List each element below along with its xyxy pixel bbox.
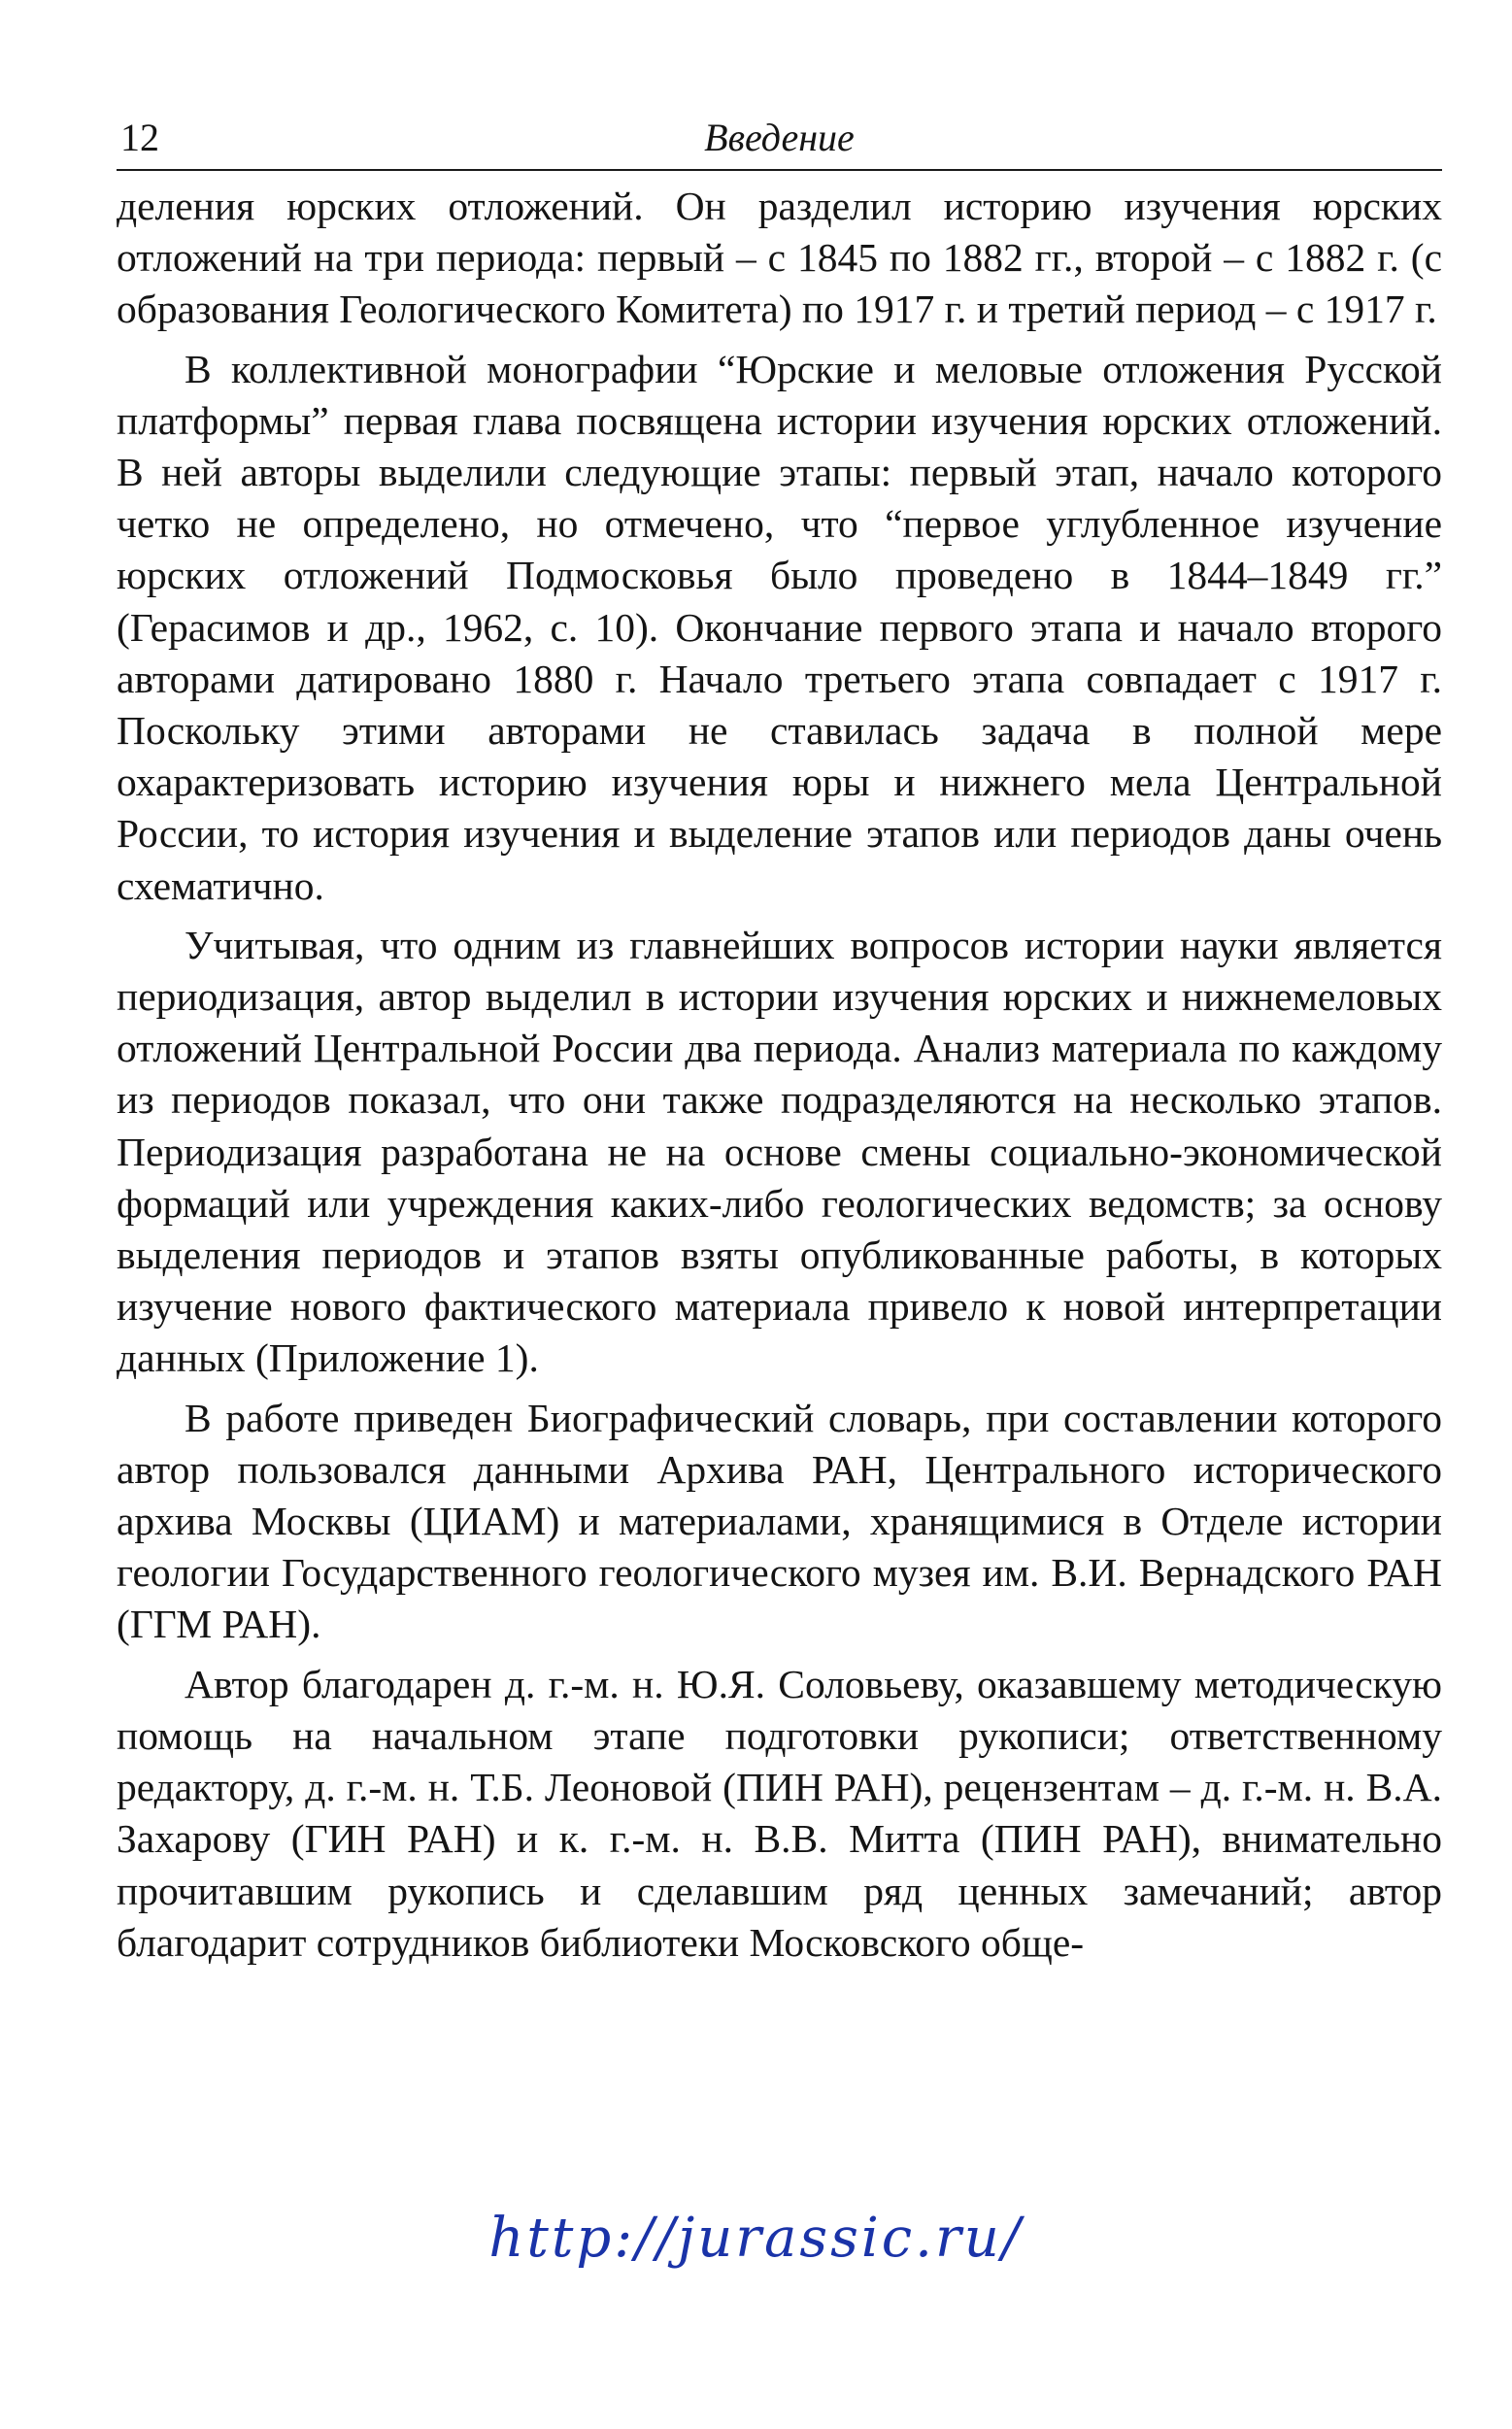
- body-text: [117, 181, 1442, 1976]
- paragraph-monograph: В коллективной монографии “Юрские и меловые отложения Русской платформы” первая глава посвящена истории изучения юрских отложений. В ней авторы выделили следующие этапы: первый этап, начало которого четко не определено, но отмечено, что “первое углубленное изучение юрских отложений Подмосковья было проведено в 1844–1849 гг.” (Герасимов и др., 1962, с. 10). Окончание первого этапа и начало второго авторами датировано 1880 г. Начало третьего этапа совпадает с 1917 г. Поскольку этими авторами не ставилась задача в полной мере охарактеризовать историю изучения юры и нижнего мела Центральной России, то история изучения и выделение этапов или периодов даны очень схематично.: [117, 346, 1442, 908]
- paragraph-acknowledgements: Автор благодарен д. г.-м. н. Ю.Я. Соловьеву, оказавшему методическую помощь на начальном этапе подготовки рукописи; ответственному редактору, д. г.-м. н. Т.Б. Леоновой (ПИН РАН), рецензентам – д. г.-м. н. В.А. Захарову (ГИН РАН) и к. г.-м. н. В.В. Митта (ПИН РАН), внимательно прочитавшим рукопись и сделавшим ряд ценных замечаний; автор благодарит сотрудников библиотеки Московского обще-: [117, 1661, 1442, 1965]
- paragraph-continued: деления юрских отложений. Он разделил историю изучения юрских отложений на три периода: первый – с 1845 по 1882 гг., второй – с 1882 г. (с образования Геологического Комитета) по 1917 г. и третий период – с 1917 г.: [117, 184, 1442, 332]
- page-number: 12: [120, 116, 159, 159]
- footer-url-link[interactable]: http://jurassic.ru/: [488, 2207, 1024, 2270]
- running-head: [117, 109, 1442, 171]
- paragraph-periodization: Учитывая, что одним из главнейших вопросов истории науки является периодизация, автор выделил в истории изучения юрских и нижнемеловых отложений Центральной России два периода. Анализ материала по каждому из периодов показал, что они также подразделяются на несколько этапов. Периодизация разработана не на основе смены социально-экономической формаций или учреждения каких-либо геологических ведомств; за основу выделения периодов и этапов взяты опубликованные работы, в которых изучение нового фактического материала привело к новой интерпретации данных (Приложение 1).: [117, 922, 1442, 1381]
- paragraph-dictionary: В работе приведен Биографический словарь, при составлении которого автор пользовался данными Архива РАН, Центрального исторического архива Москвы (ЦИАМ) и материалами, хранящимися в Отделе истории геологии Государственного геологического музея им. В.И. Вернадского РАН (ГГМ РАН).: [117, 1395, 1442, 1647]
- section-title: Введение: [704, 116, 855, 159]
